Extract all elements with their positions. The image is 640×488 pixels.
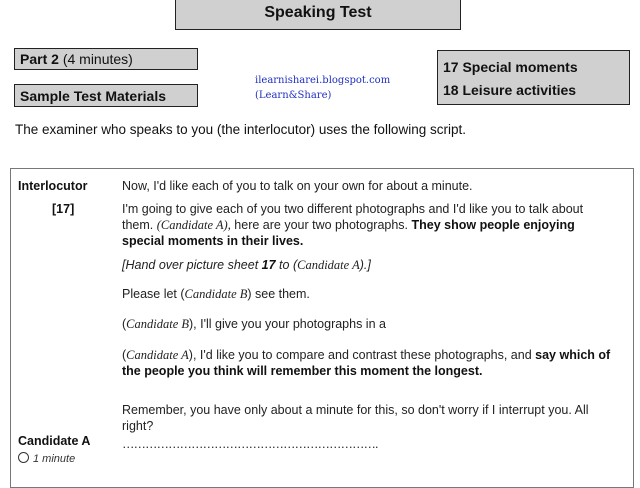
sheet-number: 17 — [261, 258, 276, 272]
script-instruction — [122, 257, 617, 273]
answer-dots: …………………………………………………………. — [122, 437, 378, 451]
part-duration: (4 minutes) — [62, 51, 133, 67]
part-label — [14, 48, 198, 70]
script-para-6 — [122, 347, 617, 379]
text: ), I'll give you your photographs in a — [189, 317, 386, 331]
text: here are your two photographs. — [230, 218, 412, 232]
part-number: Part 2 — [20, 51, 59, 67]
text: ) see them. — [247, 287, 310, 301]
task-number: [17] — [52, 202, 75, 216]
text: ), I'd like you to compare and contrast these photographs, and — [188, 348, 536, 362]
sample-label: Sample Test Materials — [14, 84, 198, 107]
candidate-ref: (Candidate A), — [156, 218, 231, 232]
clock-icon — [18, 452, 29, 463]
interlocutor-label: Interlocutor — [18, 179, 88, 193]
script-para-4 — [122, 286, 617, 302]
bold-text: say which of the people you think will remember this moment the longest. — [122, 348, 611, 378]
time-text: 1 minute — [33, 453, 76, 465]
text: Please let ( — [122, 287, 185, 301]
bold-text: They show people enjoying special moments in their lives. — [122, 218, 575, 248]
script-para-7: Remember, you have only about a minute for this, so don't worry if I interrupt you. All right? — [122, 403, 589, 433]
time-indicator — [18, 452, 75, 466]
text: [Hand over picture sheet — [122, 258, 262, 272]
watermark-tag: (Learn&Share) — [255, 90, 332, 101]
text: ( — [122, 348, 127, 362]
candidate-ref: Candidate B — [126, 317, 190, 331]
script-para-2 — [122, 201, 617, 249]
topics-box — [437, 50, 630, 105]
candidate-label: Candidate A — [18, 434, 91, 448]
text: ( — [122, 317, 127, 331]
text: to ( — [275, 258, 298, 272]
script-line-1: Now, I'd like each of you to talk on your own for about a minute. — [122, 179, 473, 193]
topic-17: 17 Special moments — [443, 59, 578, 75]
candidate-ref: Candidate A — [126, 348, 189, 362]
section-title: Speaking Test — [175, 0, 461, 30]
script-para-5 — [122, 316, 617, 332]
text: ).] — [359, 258, 371, 272]
text: I'm going to give each of you two different photographs and I'd like you to talk about them. — [122, 202, 584, 232]
watermark-url: ilearnisharei.blogspot.com — [255, 75, 391, 86]
candidate-ref: Candidate B — [184, 287, 248, 301]
watermark — [255, 73, 390, 103]
topic-18: 18 Leisure activities — [443, 82, 577, 98]
intro-text: The examiner who speaks to you (the interlocutor) uses the following script. — [15, 122, 466, 137]
candidate-ref: Candidate A — [297, 258, 360, 272]
